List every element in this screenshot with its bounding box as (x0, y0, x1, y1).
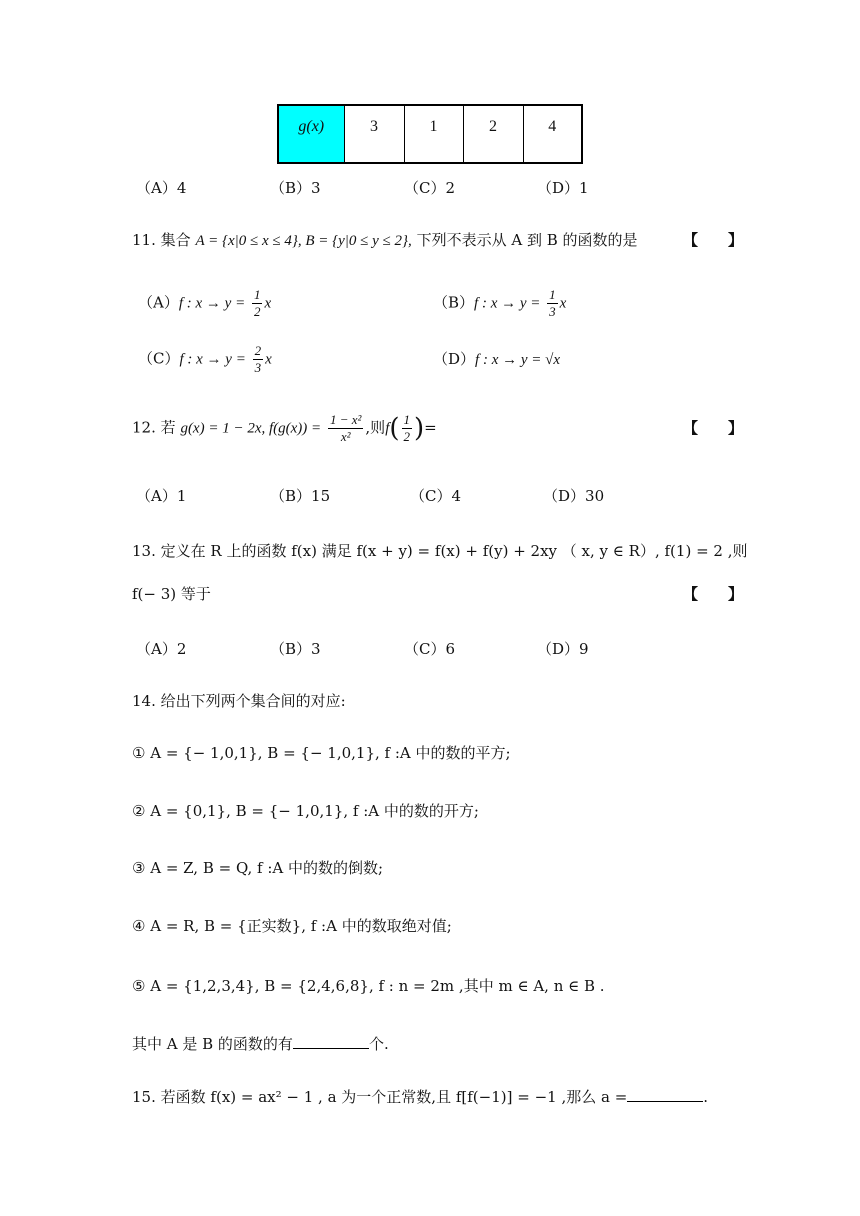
q11-option-b: （B）f : x → y = $\frac{1}{3}$ x (433, 287, 567, 319)
q14-number: 14. (132, 692, 156, 710)
q10-option-b: （B）3 (270, 179, 321, 197)
q13-answer-bracket: 【 】 (683, 585, 744, 603)
q14-item-1: ① A = {− 1,0,1}, B = {− 1,0,1}, f :A 中的数的平方; (132, 744, 511, 762)
q12-option-b: （B）15 (270, 487, 331, 505)
q11-sets: A = {x|0 ≤ x ≤ 4}, B = {y|0 ≤ y ≤ 2}, (195, 233, 412, 249)
table-value-cell: 2 (463, 105, 523, 163)
table-value-cell: 3 (344, 105, 404, 163)
q13-option-d: （D）9 (537, 640, 589, 658)
answer-blank[interactable] (627, 1087, 703, 1102)
q14-item-4: ④ A = R, B = {正实数}, f :A 中的数取绝对值; (132, 917, 452, 935)
q12-option-d: （D）30 (543, 487, 605, 505)
q11-option-a: （A）f : x → y = $\frac{1}{2}$ x (138, 287, 272, 319)
fraction: $\frac{1}{2}$ (253, 287, 261, 319)
q10-option-c: （C）2 (404, 179, 456, 197)
q13-option-c: （C）6 (404, 640, 456, 658)
q14-stem: 14. 给出下列两个集合间的对应: (132, 692, 346, 710)
answer-blank[interactable] (293, 1034, 369, 1049)
q12-option-c: （C）4 (410, 487, 462, 505)
q11-number: 11. (132, 231, 156, 249)
q12-number: 12. (132, 418, 156, 437)
fraction: $\frac{2}{3}$ (254, 343, 262, 375)
q14-item-2: ② A = {0,1}, B = {− 1,0,1}, f :A 中的数的开方; (132, 802, 479, 820)
table-label-cell: g(x) (278, 105, 344, 163)
q14-item-3: ③ A = Z, B = Q, f :A 中的数的倒数; (132, 859, 384, 877)
q13-stem-line2: f(− 3) 等于 (132, 585, 211, 603)
q11-stem-pre: 集合 (160, 231, 191, 249)
table-value-cell: 4 (523, 105, 582, 163)
q11-option-c: （C）f : x → y = $\frac{2}{3}$ x (138, 343, 272, 375)
q13-option-a: （A）2 (136, 640, 187, 658)
q11-answer-bracket: 【 】 (683, 231, 744, 249)
q11-stem (132, 229, 638, 250)
q14-item-5: ⑤ A = {1,2,3,4}, B = {2,4,6,8}, f : n = 2m ,其中 m ∈ A, n ∈ B . (132, 977, 605, 995)
q11-option-d: （D）f : x → y = √x (433, 350, 561, 368)
q12-option-a: （A）1 (136, 487, 187, 505)
q15-number: 15. (132, 1088, 156, 1106)
function-value-table (277, 104, 583, 164)
q13-option-b: （B）3 (270, 640, 321, 658)
q14-conclusion: 其中 A 是 B 的函数的有 个. (132, 1035, 389, 1053)
fraction: $\frac{1}{3}$ (549, 287, 556, 319)
q10-option-a: （A）4 (136, 179, 187, 197)
fraction: $\frac{\text{1 − x²}}{\text{x²}}$ (329, 412, 362, 444)
q15-stem: 15. 若函数 f(x) = ax² − 1 , a 为一个正常数,且 f[f(−1)] = −1 ,那么 a = . (132, 1088, 709, 1106)
table-value-cell: 1 (404, 105, 463, 163)
q11-stem-post: 下列不表示从 A 到 B 的函数的是 (416, 231, 638, 249)
q13-stem-line1: 13. 定义在 R 上的函数 f(x) 满足 f(x + y) = f(x) + f(y) + 2xy （ x, y ∈ R）, f(1) = 2 ,则 (132, 542, 748, 560)
q12-stem: 12. 若 g(x) = 1 − 2x, f(g(x)) = $\frac{\text{1 − x²}}{\text{x²}}$ ,则f( $\frac{1}{2}$ )= (132, 412, 437, 444)
q13-number: 13. (132, 542, 156, 560)
q10-option-d: （D）1 (537, 179, 589, 197)
q12-answer-bracket: 【 】 (683, 419, 744, 437)
fraction: $\frac{1}{2}$ (403, 412, 411, 444)
